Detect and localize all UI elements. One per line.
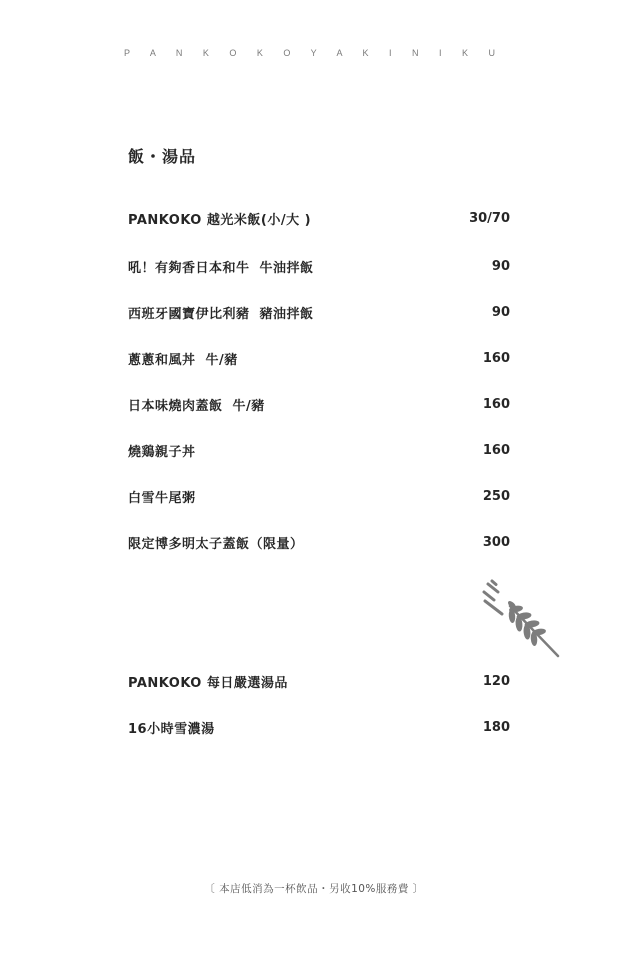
menu-item <box>128 208 510 228</box>
menu-item-price: 160 <box>482 442 510 458</box>
menu-item-name: 16小時雪濃湯 <box>128 721 215 737</box>
menu-item-price: 160 <box>482 396 510 412</box>
menu-item-name: 西班牙國寶伊比利豬 豬油拌飯 <box>128 306 314 322</box>
menu-item-price: 250 <box>482 488 510 504</box>
menu-item-name: 日本味燒肉蓋飯 牛/豬 <box>128 398 265 414</box>
menu-item-name: 限定博多明太子蓋飯（限量） <box>128 536 304 552</box>
wheat-icon <box>482 578 562 660</box>
brand-header: P A N K O K O Y A K I N I K U <box>123 48 505 58</box>
menu-item <box>128 348 510 368</box>
menu-item <box>128 394 510 414</box>
menu-item-name: PANKOKO 越光米飯(小/大 ) <box>128 212 312 228</box>
menu-item-price: 300 <box>482 534 510 550</box>
menu-item-price: 30/70 <box>469 210 510 226</box>
menu-item <box>128 532 510 552</box>
menu-item-price: 90 <box>491 304 510 320</box>
menu-item-price: 90 <box>491 258 510 274</box>
menu-item <box>128 440 510 460</box>
menu-item <box>128 717 510 737</box>
menu-item <box>128 671 510 691</box>
section-title: 飯・湯品 <box>128 147 197 166</box>
menu-item <box>128 256 510 276</box>
menu-item-name: 蔥蔥和風丼 牛/豬 <box>128 352 238 368</box>
menu-item <box>128 302 510 322</box>
menu-item-name: PANKOKO 每日嚴選湯品 <box>128 675 288 691</box>
menu-item-name: 燒鶏親子丼 <box>128 444 196 460</box>
menu-item-name: 吼！有夠香日本和牛 牛油拌飯 <box>128 260 314 276</box>
menu-item-price: 160 <box>482 350 510 366</box>
menu-item <box>128 486 510 506</box>
menu-item-name: 白雪牛尾粥 <box>128 490 196 506</box>
menu-item-price: 180 <box>482 719 510 735</box>
menu-item-price: 120 <box>482 673 510 689</box>
footer-note: 〔 本店低消為一杯飲品・另收10%服務費 〕 <box>204 883 424 895</box>
